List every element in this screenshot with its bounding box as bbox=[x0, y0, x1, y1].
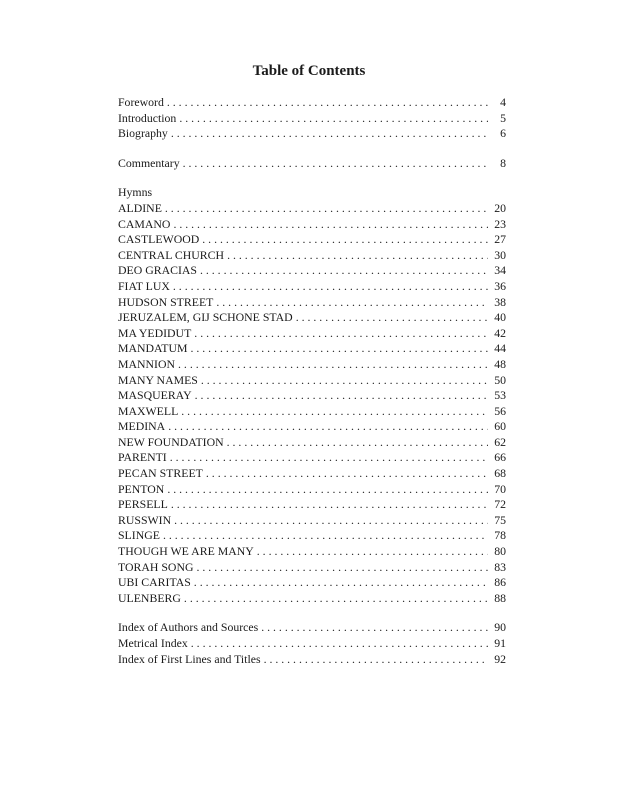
toc-entry-page-number: 66 bbox=[494, 450, 506, 465]
toc-entry-page-number: 60 bbox=[494, 419, 506, 434]
toc-entry-title: Metrical Index bbox=[118, 636, 188, 650]
toc-entry-title: DEO GRACIAS bbox=[118, 263, 197, 278]
toc-entry[interactable] bbox=[118, 248, 506, 264]
dot-leader bbox=[171, 497, 488, 513]
toc-entry-title: HUDSON STREET bbox=[118, 294, 214, 309]
dot-leader bbox=[173, 279, 488, 295]
toc-entry-title: MA YEDIDUT bbox=[118, 325, 192, 340]
dot-leader bbox=[264, 652, 488, 668]
toc-entry[interactable] bbox=[118, 232, 506, 248]
dot-leader bbox=[174, 513, 488, 529]
toc-entry-title: THOUGH WE ARE MANY bbox=[118, 544, 254, 559]
toc-entry-title: Commentary bbox=[118, 155, 180, 170]
dot-leader bbox=[170, 450, 488, 466]
toc-entry-page-number: 34 bbox=[494, 263, 506, 278]
toc-entry[interactable] bbox=[118, 156, 506, 172]
toc-entry[interactable] bbox=[118, 636, 506, 652]
dot-leader bbox=[227, 435, 488, 451]
toc-entry-title: RUSSWIN bbox=[118, 512, 172, 527]
dot-leader bbox=[168, 419, 488, 435]
toc-entry-title: CASTLEWOOD bbox=[118, 232, 200, 247]
toc-entry-page-number: 38 bbox=[494, 294, 506, 309]
dot-leader bbox=[183, 156, 488, 172]
toc-entry[interactable] bbox=[118, 310, 506, 326]
toc-entry[interactable] bbox=[118, 326, 506, 342]
toc-entry-page-number: 62 bbox=[494, 434, 506, 449]
toc-entry[interactable] bbox=[118, 388, 506, 404]
toc-entry[interactable] bbox=[118, 419, 506, 435]
toc-entry-title: MEDINA bbox=[118, 419, 166, 434]
toc-entry-page-number: 78 bbox=[494, 528, 506, 543]
toc-entry-page-number: 4 bbox=[500, 95, 506, 109]
dot-leader bbox=[184, 591, 488, 607]
toc-entry-title: MANNION bbox=[118, 356, 176, 371]
toc-entry-title: MANDATUM bbox=[118, 341, 188, 356]
toc-entry[interactable] bbox=[118, 652, 506, 668]
dot-leader bbox=[181, 404, 488, 420]
toc-entry[interactable] bbox=[118, 217, 506, 233]
toc-entry-page-number: 92 bbox=[494, 651, 506, 666]
front-matter-group bbox=[118, 95, 506, 142]
toc-entry[interactable] bbox=[118, 201, 506, 217]
toc-entry-title: NEW FOUNDATION bbox=[118, 434, 224, 449]
toc-entry-page-number: 53 bbox=[494, 388, 506, 403]
dot-leader bbox=[206, 466, 488, 482]
dot-leader bbox=[179, 111, 488, 127]
dot-leader bbox=[194, 326, 488, 342]
toc-entry-page-number: 44 bbox=[494, 341, 506, 356]
dot-leader bbox=[194, 575, 488, 591]
dot-leader bbox=[171, 126, 488, 142]
toc-entry-page-number: 91 bbox=[494, 636, 506, 650]
toc-entry-page-number: 40 bbox=[494, 310, 506, 325]
dot-leader bbox=[191, 636, 488, 652]
toc-entry-title: Index of Authors and Sources bbox=[118, 620, 259, 635]
toc-entry-page-number: 70 bbox=[494, 481, 506, 496]
dot-leader bbox=[167, 482, 488, 498]
toc-entry-title: JERUZALEM, GIJ SCHONE STAD bbox=[118, 310, 293, 325]
dot-leader bbox=[296, 310, 488, 326]
toc-entry[interactable] bbox=[118, 620, 506, 636]
dot-leader bbox=[195, 388, 488, 404]
toc-entry-title: PARENTI bbox=[118, 450, 167, 465]
toc-entry-page-number: 36 bbox=[494, 278, 506, 293]
dot-leader bbox=[257, 544, 488, 560]
toc-entry[interactable] bbox=[118, 591, 506, 607]
dot-leader bbox=[178, 357, 488, 373]
dot-leader bbox=[197, 560, 489, 576]
dot-leader bbox=[190, 341, 488, 357]
toc-entry-title: Index of First Lines and Titles bbox=[118, 651, 261, 666]
toc-entry-page-number: 5 bbox=[500, 110, 506, 125]
dot-leader bbox=[216, 295, 488, 311]
toc-entry-title: TORAH SONG bbox=[118, 559, 194, 574]
dot-leader bbox=[163, 528, 488, 544]
toc-entry[interactable] bbox=[118, 513, 506, 529]
toc-entry-title: UBI CARITAS bbox=[118, 575, 191, 590]
toc-entry-page-number: 68 bbox=[494, 466, 506, 481]
toc-entry[interactable] bbox=[118, 373, 506, 389]
toc-entry[interactable] bbox=[118, 528, 506, 544]
toc-entry-page-number: 42 bbox=[494, 325, 506, 340]
toc-entry-title: Biography bbox=[118, 126, 168, 141]
toc-entry[interactable] bbox=[118, 404, 506, 420]
dot-leader bbox=[261, 620, 488, 636]
toc-entry[interactable] bbox=[118, 450, 506, 466]
toc-entry-page-number: 86 bbox=[494, 575, 506, 590]
toc-entry-page-number: 72 bbox=[494, 497, 506, 512]
toc-entry-title: MANY NAMES bbox=[118, 372, 198, 387]
dot-leader bbox=[200, 263, 488, 279]
toc-entry[interactable] bbox=[118, 111, 506, 127]
toc-entry[interactable] bbox=[118, 575, 506, 591]
toc-entry-title: MAXWELL bbox=[118, 403, 179, 418]
dot-leader bbox=[165, 201, 488, 217]
toc-entry[interactable] bbox=[118, 497, 506, 513]
toc-entry-title: PERSELL bbox=[118, 497, 168, 512]
toc-entry[interactable] bbox=[118, 544, 506, 560]
dot-leader bbox=[202, 232, 488, 248]
toc-entry-title: CENTRAL CHURCH bbox=[118, 247, 225, 262]
toc-entry[interactable] bbox=[118, 126, 506, 142]
toc-entry-title: Introduction bbox=[118, 110, 177, 125]
dot-leader bbox=[201, 373, 488, 389]
indexes-group bbox=[118, 620, 506, 667]
hymns-group bbox=[118, 185, 506, 606]
toc-entry-title: Foreword bbox=[118, 95, 164, 109]
toc-entry-title: SLINGE bbox=[118, 528, 160, 543]
toc-entry[interactable] bbox=[118, 263, 506, 279]
toc-entry[interactable] bbox=[118, 560, 506, 576]
toc-entry[interactable] bbox=[118, 279, 506, 295]
dot-leader bbox=[167, 95, 488, 111]
dot-leader bbox=[227, 248, 488, 264]
toc-entry-page-number: 6 bbox=[500, 126, 506, 141]
toc-entry-page-number: 20 bbox=[494, 200, 506, 215]
toc-entry-title: CAMANO bbox=[118, 216, 171, 231]
toc-entry[interactable] bbox=[118, 95, 506, 111]
toc-entry-page-number: 83 bbox=[494, 559, 506, 574]
toc-entry-page-number: 48 bbox=[494, 356, 506, 371]
toc-entry-title: PENTON bbox=[118, 481, 165, 496]
toc-entry-page-number: 80 bbox=[494, 544, 506, 559]
toc-entry-title: ALDINE bbox=[118, 200, 162, 215]
toc-entry-title: FIAT LUX bbox=[118, 278, 170, 293]
toc-entry-page-number: 8 bbox=[500, 155, 506, 170]
toc-entry[interactable] bbox=[118, 482, 506, 498]
hymns-heading: Hymns bbox=[118, 185, 153, 200]
toc-entry-page-number: 50 bbox=[494, 372, 506, 387]
toc-entry[interactable] bbox=[118, 341, 506, 357]
toc-entry-page-number: 90 bbox=[494, 620, 506, 635]
toc-entry-page-number: 27 bbox=[494, 232, 506, 247]
toc-entry-title: PECAN STREET bbox=[118, 466, 203, 481]
page-title: Table of Contents bbox=[252, 63, 366, 79]
toc-entry-page-number: 56 bbox=[494, 403, 506, 418]
toc-entry[interactable] bbox=[118, 435, 506, 451]
toc-entry-page-number: 75 bbox=[494, 512, 506, 527]
toc-entry[interactable] bbox=[118, 466, 506, 482]
toc-entry-title: MASQUERAY bbox=[118, 388, 192, 403]
dot-leader bbox=[173, 217, 488, 233]
commentary-group bbox=[118, 156, 506, 172]
toc-entry-page-number: 23 bbox=[494, 216, 506, 231]
toc-entry[interactable] bbox=[118, 357, 506, 373]
toc-entry-page-number: 88 bbox=[494, 590, 506, 605]
toc-entry-title: ULENBERG bbox=[118, 590, 181, 605]
table-of-contents bbox=[118, 95, 506, 681]
toc-entry-page-number: 30 bbox=[494, 247, 506, 262]
toc-entry[interactable] bbox=[118, 295, 506, 311]
